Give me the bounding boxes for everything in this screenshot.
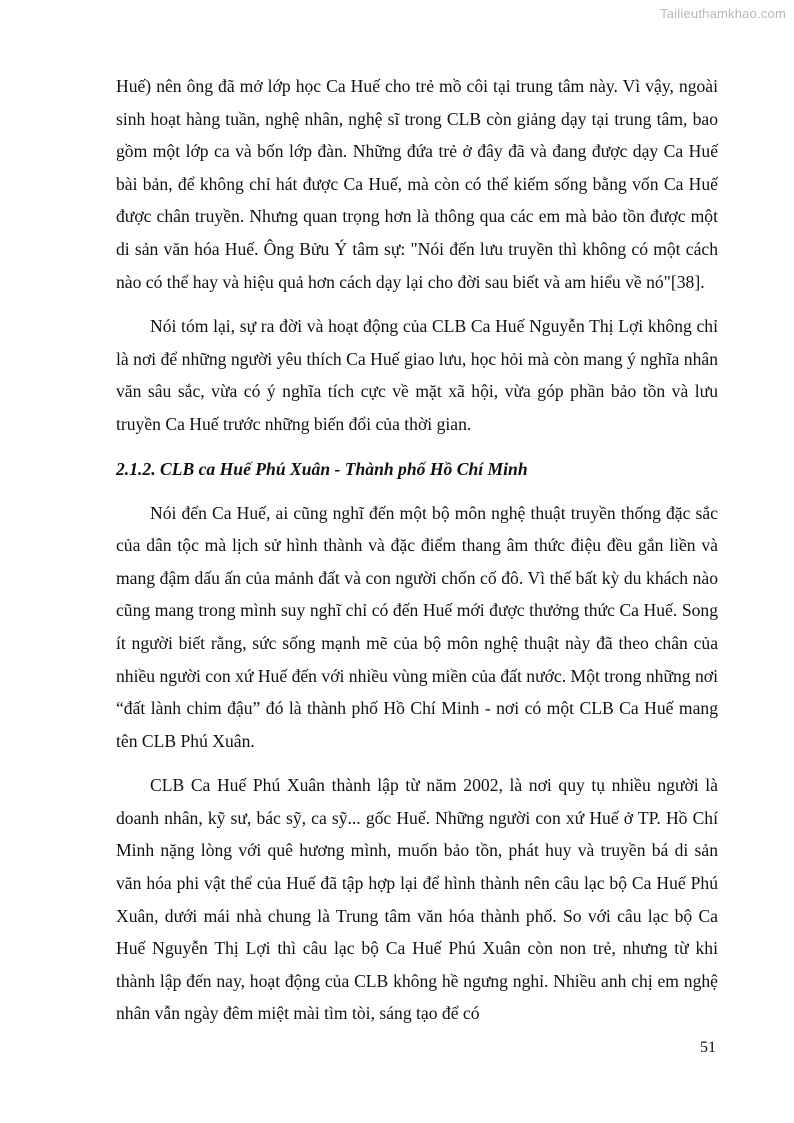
section-heading: 2.1.2. CLB ca Huế Phú Xuân - Thành phố Hồ Chí Minh (116, 458, 528, 479)
paragraph-1: Huế) nên ông đã mở lớp học Ca Huế cho trẻ mồ côi tại trung tâm này. Vì vậy, ngoài sinh hoạt hàng tuần, nghệ nhân, nghệ sĩ trong CLB còn giảng dạy tại trung tâm, bao gồm một lớp ca và bốn lớp đàn. Những đứa trẻ ở đây đã và đang được dạy Ca Huế bài bản, để không chỉ hát được Ca Huế, mà còn có thể kiếm sống bằng vốn Ca Huế được chân truyền. Nhưng quan trọng hơn là thông qua các em mà bảo tồn được một di sản văn hóa Huế. Ông Bửu Ý tâm sự: "Nói đến lưu truyền thì không có một cách nào có thể hay và hiệu quả hơn cách dạy lại cho đời sau biết và am hiểu về nó"[38]. (116, 76, 718, 292)
paragraph-4: CLB Ca Huế Phú Xuân thành lập từ năm 2002, là nơi quy tụ nhiều người là doanh nhân, kỹ sư, bác sỹ, ca sỹ... gốc Huế. Những người con xứ Huế ở TP. Hồ Chí Minh nặng lòng với quê hương mình, muốn bảo tồn, phát huy và truyền bá di sản văn hóa phi vật thể của Huế đã tập hợp lại để hình thành nên câu lạc bộ Ca Huế Phú Xuân, dưới mái nhà chung là Trung tâm văn hóa thành phố. So với câu lạc bộ Ca Huế Nguyễn Thị Lợi thì câu lạc bộ Ca Huế Phú Xuân còn non trẻ, nhưng từ khi thành lập đến nay, hoạt động của CLB không hề ngưng nghỉ. Nhiều anh chị em nghệ nhân vẫn ngày đêm miệt mài tìm tòi, sáng tạo để có (116, 775, 718, 1024)
page-number: 51 (700, 1039, 716, 1056)
document-body (116, 70, 718, 1030)
paragraph-3: Nói đến Ca Huế, ai cũng nghĩ đến một bộ môn nghệ thuật truyền thống đặc sắc của dân tộc mà lịch sử hình thành và đặc điểm thang âm thức điệu đều gắn liền và mang đậm dấu ấn của mảnh đất và con người chốn cố đô. Vì thế bất kỳ du khách nào cũng mang trong mình suy nghĩ chỉ có đến Huế mới được thưởng thức Ca Huế. Song ít người biết rằng, sức sống mạnh mẽ của bộ môn nghệ thuật này đã theo chân của nhiều người con xứ Huế đến với nhiều vùng miền của đất nước. Một trong những nơi “đất lành chim đậu” đó là thành phố Hồ Chí Minh - nơi có một CLB Ca Huế mang tên CLB Phú Xuân. (116, 502, 718, 751)
paragraph-2: Nói tóm lại, sự ra đời và hoạt động của CLB Ca Huế Nguyễn Thị Lợi không chỉ là nơi để những người yêu thích Ca Huế giao lưu, học hỏi mà còn mang ý nghĩa nhân văn sâu sắc, vừa có ý nghĩa tích cực về mặt xã hội, vừa góp phần bảo tồn và lưu truyền Ca Huế trước những biến đổi của thời gian. (116, 316, 718, 434)
watermark-text: Tailieuthamkhao.com (660, 6, 786, 21)
